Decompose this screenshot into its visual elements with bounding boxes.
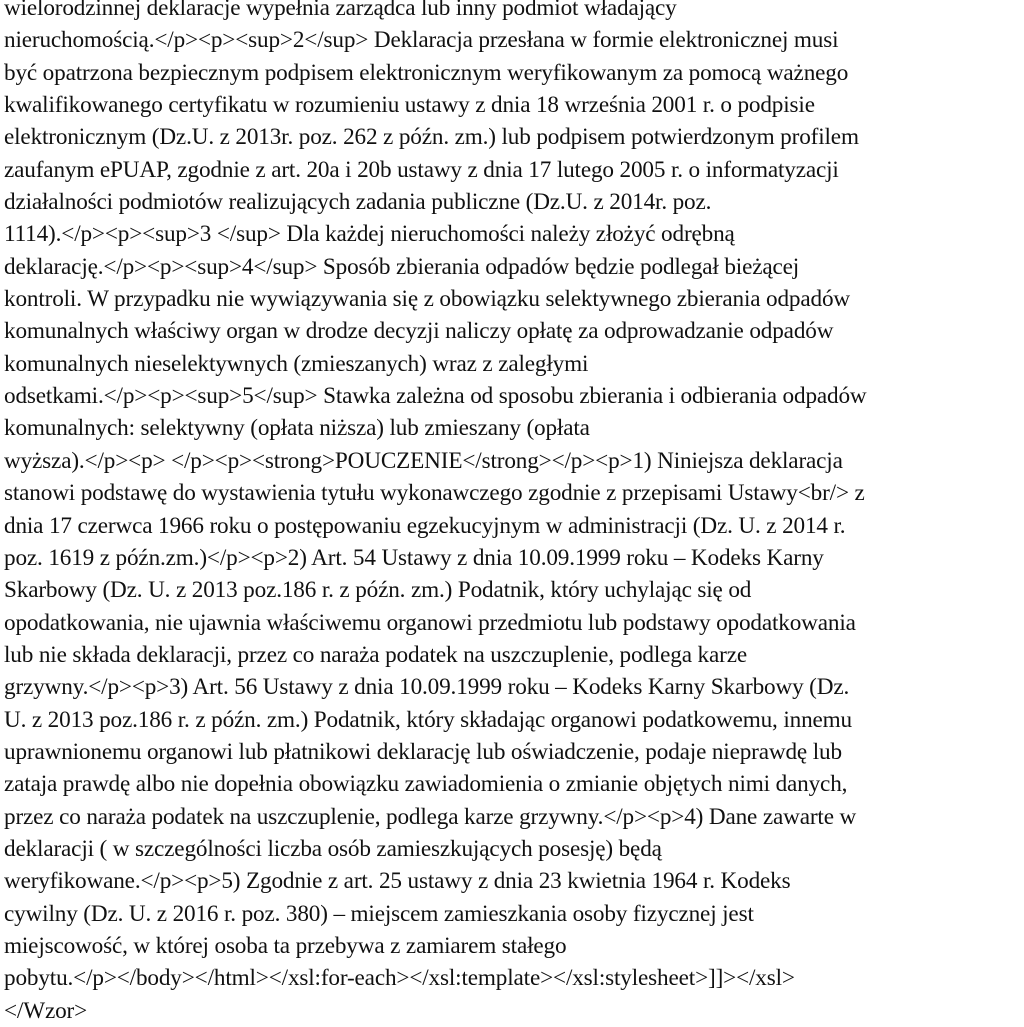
text-line: miejscowość, w której osoba ta przebywa z zamiarem stałego	[4, 932, 567, 959]
text-line: cywilny (Dz. U. z 2016 r. poz. 380) – miejscem zamieszkania osoby fizycznej jest	[4, 900, 754, 927]
text-line: działalności podmiotów realizujących zadania publiczne (Dz.U. z 2014r. poz.	[4, 189, 712, 216]
text-line: lub nie składa deklaracji, przez co naraża podatek na uszczuplenie, podlega karze	[4, 641, 747, 668]
text-line: stanowi podstawę do wystawienia tytułu wykonawczego zgodnie z przepisami Ustawy<br/> z	[4, 480, 865, 507]
text-line: U. z 2013 poz.186 r. z późn. zm.) Podatnik, który składając organowi podatkowemu, innemu	[4, 706, 852, 733]
text-line: komunalnych właściwy organ w drodze decyzji naliczy opłatę za odprowadzanie odpadów	[4, 318, 834, 345]
text-line: weryfikowane.</p><p>5) Zgodnie z art. 25 ustawy z dnia 23 kwietnia 1964 r. Kodeks	[4, 868, 791, 895]
text-line: być opatrzona bezpiecznym podpisem elektronicznym weryfikowanym za pomocą ważnego	[4, 59, 849, 86]
text-line: grzywny.</p><p>3) Art. 56 Ustawy z dnia 10.09.1999 roku – Kodeks Karny Skarbowy (Dz.	[4, 674, 850, 701]
text-line: opodatkowania, nie ujawnia właściwemu organowi przedmiotu lub podstawy opodatkowania	[4, 609, 856, 636]
text-line: deklaracji ( w szczególności liczba osób zamieszkujących posesję) będą	[4, 835, 662, 862]
text-line: elektronicznym (Dz.U. z 2013r. poz. 262 z późn. zm.) lub podpisem potwierdzonym profilem	[4, 124, 859, 151]
text-line: przez co naraża podatek na uszczuplenie, podlega karze grzywny.</p><p>4) Dane zawarte w	[4, 803, 857, 830]
text-line: komunalnych nieselektywnych (zmieszanych) wraz z zaległymi	[4, 350, 589, 377]
text-line: pobytu.</p></body></html></xsl:for-each></xsl:template></xsl:stylesheet>]]></xsl>	[4, 965, 795, 992]
text-line: </Wzor>	[4, 997, 88, 1024]
text-line: kwalifikowanego certyfikatu w rozumieniu ustawy z dnia 18 września 2001 r. o podpisie	[4, 92, 815, 119]
text-line: zaufanym ePUAP, zgodnie z art. 20a i 20b ustawy z dnia 17 lutego 2005 r. o informatyzacji	[4, 156, 839, 183]
text-line: kontroli. W przypadku nie wywiązywania się z obowiązku selektywnego zbierania odpadów	[4, 286, 851, 313]
text-line: komunalnych: selektywny (opłata niższa) lub zmieszany (opłata	[4, 415, 590, 442]
text-line: zataja prawdę albo nie dopełnia obowiązku zawiadomienia o zmianie objętych nimi danych,	[4, 771, 848, 798]
text-line: deklarację.</p><p><sup>4</sup> Sposób zbierania odpadów będzie podlegał bieżącej	[4, 253, 800, 280]
text-line: 1114).</p><p><sup>3 </sup> Dla każdej nieruchomości należy złożyć odrębną	[4, 221, 735, 248]
text-line: Skarbowy (Dz. U. z 2013 poz.186 r. z późn. zm.) Podatnik, który uchylając się od	[4, 577, 752, 604]
text-line: poz. 1619 z późn.zm.)</p><p>2) Art. 54 Ustawy z dnia 10.09.1999 roku – Kodeks Karny	[4, 544, 824, 571]
text-line: wielorodzinnej deklaracje wypełnia zarządca lub inny podmiot władający	[4, 0, 677, 21]
text-line: dnia 17 czerwca 1966 roku o postępowaniu egzekucyjnym w administracji (Dz. U. z 2014 r.	[4, 512, 846, 539]
text-line: uprawnionemu organowi lub płatnikowi deklarację lub oświadczenie, podaje nieprawdę lub	[4, 738, 842, 765]
text-line: nieruchomością.</p><p><sup>2</sup> Deklaracja przesłana w formie elektronicznej musi	[4, 27, 839, 54]
text-line: odsetkami.</p><p><sup>5</sup> Stawka zależna od sposobu zbierania i odbierania odpadów	[4, 383, 867, 410]
text-line: wyższa).</p><p> </p><p><strong>POUCZENIE</strong></p><p>1) Niniejsza deklaracja	[4, 447, 843, 474]
document-page	[4, 0, 1022, 1027]
